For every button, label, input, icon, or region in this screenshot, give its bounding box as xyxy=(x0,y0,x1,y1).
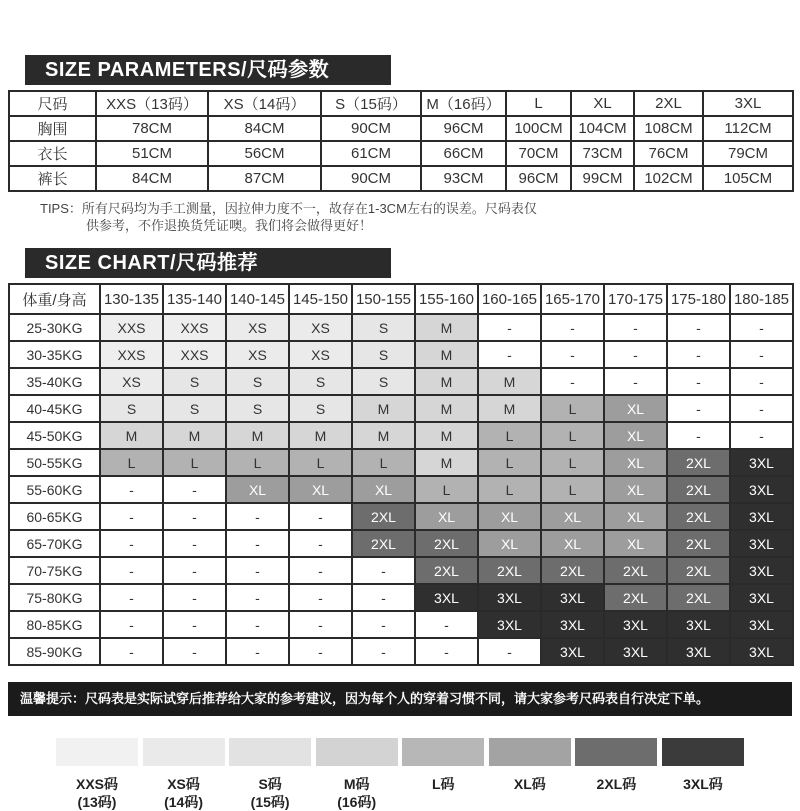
size-recommendation-cell: M xyxy=(415,314,478,341)
size-recommendation-cell: XS xyxy=(100,368,163,395)
height-column-header: 130-135 xyxy=(100,284,163,314)
size-recommendation-cell: - xyxy=(667,314,730,341)
size-recommendation-cell: XL xyxy=(604,503,667,530)
param-value-cell: 84CM xyxy=(96,166,208,191)
size-recommendation-cell: M xyxy=(226,422,289,449)
size-recommendation-cell: 2XL xyxy=(478,557,541,584)
tips-text xyxy=(40,200,792,234)
size-recommendation-cell: S xyxy=(352,368,415,395)
size-recommendation-cell: - xyxy=(730,314,793,341)
size-recommendation-cell: 2XL xyxy=(352,503,415,530)
size-recommendation-cell: - xyxy=(226,584,289,611)
size-recommendation-cell: 3XL xyxy=(730,557,793,584)
size-recommendation-cell: XXS xyxy=(100,314,163,341)
param-value-cell: 90CM xyxy=(321,166,421,191)
weight-row-label: 60-65KG xyxy=(9,503,100,530)
size-chart-table xyxy=(8,283,794,666)
size-column-header: XS（14码） xyxy=(208,91,321,116)
size-recommendation-cell: L xyxy=(415,476,478,503)
legend-item xyxy=(402,738,484,811)
size-recommendation-cell: XXS xyxy=(100,341,163,368)
size-recommendation-cell: 3XL xyxy=(604,611,667,638)
size-recommendation-cell: - xyxy=(289,503,352,530)
param-value-cell: 87CM xyxy=(208,166,321,191)
legend-item xyxy=(143,738,225,811)
weight-height-corner-header: 体重/身高 xyxy=(9,284,100,314)
size-recommendation-cell: - xyxy=(100,584,163,611)
legend-color-swatch xyxy=(575,738,657,766)
size-recommendation-cell: XS xyxy=(289,341,352,368)
size-recommendation-cell: - xyxy=(667,422,730,449)
size-recommendation-cell: XL xyxy=(541,503,604,530)
size-recommendation-cell: - xyxy=(163,476,226,503)
legend-label: S码 xyxy=(258,776,282,792)
size-recommendation-cell: 2XL xyxy=(667,503,730,530)
param-value-cell: 104CM xyxy=(571,116,634,141)
height-column-header: 155-160 xyxy=(415,284,478,314)
height-column-header: 165-170 xyxy=(541,284,604,314)
param-header-row xyxy=(9,91,793,116)
size-recommendation-cell: XS xyxy=(226,341,289,368)
legend-color-swatch xyxy=(143,738,225,766)
size-recommendation-cell: M xyxy=(478,368,541,395)
weight-row-label: 45-50KG xyxy=(9,422,100,449)
size-recommendation-cell: 3XL xyxy=(730,638,793,665)
size-recommendation-cell: S xyxy=(352,341,415,368)
legend-item xyxy=(575,738,657,811)
param-value-cell: 70CM xyxy=(506,141,571,166)
param-value-cell: 51CM xyxy=(96,141,208,166)
size-recommendation-cell: XL xyxy=(604,449,667,476)
size-recommendation-cell: M xyxy=(415,449,478,476)
legend-label: 2XL码 xyxy=(596,776,637,792)
size-recommendation-cell: M xyxy=(163,422,226,449)
param-value-cell: 112CM xyxy=(703,116,793,141)
size-recommendation-cell: - xyxy=(478,314,541,341)
param-value-cell: 100CM xyxy=(506,116,571,141)
size-recommendation-cell: 2XL xyxy=(352,530,415,557)
legend-item xyxy=(56,738,138,811)
size-recommendation-cell: 3XL xyxy=(541,611,604,638)
size-recommendation-cell: XL xyxy=(289,476,352,503)
size-recommendation-cell: 3XL xyxy=(730,530,793,557)
chart-row xyxy=(9,422,793,449)
size-recommendation-cell: XL xyxy=(541,530,604,557)
legend-label: 3XL码 xyxy=(683,776,723,792)
size-recommendation-cell: - xyxy=(604,368,667,395)
size-recommendation-cell: S xyxy=(100,395,163,422)
legend-label: XXS码 xyxy=(75,776,118,792)
chart-row xyxy=(9,638,793,665)
size-recommendation-cell: - xyxy=(289,638,352,665)
size-recommendation-cell: 3XL xyxy=(730,449,793,476)
param-value-cell: 105CM xyxy=(703,166,793,191)
size-recommendation-cell: - xyxy=(667,368,730,395)
size-recommendation-cell: 3XL xyxy=(730,611,793,638)
chart-row xyxy=(9,395,793,422)
param-value-cell: 66CM xyxy=(421,141,506,166)
weight-row-label: 80-85KG xyxy=(9,611,100,638)
size-recommendation-cell: - xyxy=(604,341,667,368)
size-recommendation-cell: 3XL xyxy=(541,584,604,611)
param-row-label: 裤长 xyxy=(9,166,96,191)
size-recommendation-cell: - xyxy=(541,341,604,368)
chart-row xyxy=(9,611,793,638)
legend-item xyxy=(662,738,744,811)
size-recommendation-cell: L xyxy=(352,449,415,476)
size-recommendation-cell: M xyxy=(352,422,415,449)
size-recommendation-cell: S xyxy=(289,395,352,422)
size-recommendation-cell: L xyxy=(226,449,289,476)
size-recommendation-cell: - xyxy=(730,341,793,368)
chart-row xyxy=(9,314,793,341)
size-recommendation-cell: XS xyxy=(226,314,289,341)
size-recommendation-cell: 2XL xyxy=(667,449,730,476)
size-recommendation-cell: M xyxy=(478,395,541,422)
size-recommendation-cell: M xyxy=(415,368,478,395)
legend-color-swatch xyxy=(56,738,138,766)
height-column-header: 140-145 xyxy=(226,284,289,314)
height-column-header: 145-150 xyxy=(289,284,352,314)
size-recommendation-cell: - xyxy=(163,638,226,665)
size-recommendation-cell: - xyxy=(226,557,289,584)
size-recommendation-cell: S xyxy=(226,395,289,422)
param-value-cell: 108CM xyxy=(634,116,703,141)
size-recommendation-cell: 3XL xyxy=(478,611,541,638)
param-value-cell: 99CM xyxy=(571,166,634,191)
legend-label: L码 xyxy=(431,776,455,792)
size-column-header: XXS（13码） xyxy=(96,91,208,116)
legend-color-swatch xyxy=(662,738,744,766)
size-recommendation-cell: - xyxy=(100,503,163,530)
legend-label: XL码 xyxy=(513,776,546,792)
size-recommendation-cell: - xyxy=(289,530,352,557)
size-recommendation-cell: - xyxy=(163,611,226,638)
tips-line-1: TIPS：所有尺码均为手工测量，因拉伸力度不一，故存在1-3CM左右的误差。尺码表仅 xyxy=(40,201,537,216)
size-recommendation-cell: M xyxy=(415,341,478,368)
legend-color-swatch xyxy=(229,738,311,766)
size-column-header: L xyxy=(506,91,571,116)
param-value-cell: 73CM xyxy=(571,141,634,166)
size-column-header: M（16码） xyxy=(421,91,506,116)
size-recommendation-cell: - xyxy=(352,557,415,584)
size-recommendation-cell: XL xyxy=(478,530,541,557)
weight-row-label: 35-40KG xyxy=(9,368,100,395)
legend-item xyxy=(489,738,571,811)
param-value-cell: 102CM xyxy=(634,166,703,191)
size-recommendation-cell: 2XL xyxy=(604,557,667,584)
legend-color-swatch xyxy=(316,738,398,766)
size-recommendation-cell: 2XL xyxy=(541,557,604,584)
size-recommendation-cell: - xyxy=(100,530,163,557)
param-value-cell: 78CM xyxy=(96,116,208,141)
legend-item xyxy=(229,738,311,811)
size-recommendation-cell: L xyxy=(541,395,604,422)
size-recommendation-cell: - xyxy=(289,611,352,638)
size-recommendation-cell: - xyxy=(289,557,352,584)
size-column-header: 3XL xyxy=(703,91,793,116)
size-recommendation-cell: 3XL xyxy=(667,638,730,665)
size-recommendation-cell: XL xyxy=(604,422,667,449)
size-recommendation-cell: - xyxy=(163,530,226,557)
size-recommendation-cell: 2XL xyxy=(667,557,730,584)
size-recommendation-cell: XL xyxy=(352,476,415,503)
chart-row xyxy=(9,530,793,557)
size-recommendation-cell: 2XL xyxy=(667,476,730,503)
size-recommendation-cell: S xyxy=(289,368,352,395)
param-value-cell: 96CM xyxy=(506,166,571,191)
weight-row-label: 85-90KG xyxy=(9,638,100,665)
size-recommendation-cell: S xyxy=(163,395,226,422)
chart-row xyxy=(9,341,793,368)
size-recommendation-cell: - xyxy=(730,395,793,422)
size-recommendation-cell: - xyxy=(352,584,415,611)
size-recommendation-cell: 2XL xyxy=(415,530,478,557)
size-recommendation-cell: - xyxy=(415,611,478,638)
height-column-header: 150-155 xyxy=(352,284,415,314)
height-column-header: 170-175 xyxy=(604,284,667,314)
size-recommendation-cell: 3XL xyxy=(730,476,793,503)
section-title-size-chart: SIZE CHART/尺码推荐 xyxy=(25,248,391,278)
size-recommendation-cell: - xyxy=(163,503,226,530)
size-recommendation-cell: - xyxy=(352,611,415,638)
size-recommendation-cell: - xyxy=(100,476,163,503)
size-recommendation-cell: M xyxy=(415,422,478,449)
size-column-header: XL xyxy=(571,91,634,116)
size-recommendation-cell: XL xyxy=(415,503,478,530)
size-recommendation-cell: S xyxy=(226,368,289,395)
param-value-cell: 79CM xyxy=(703,141,793,166)
size-recommendation-cell: 3XL xyxy=(604,638,667,665)
size-recommendation-cell: 2XL xyxy=(667,584,730,611)
weight-row-label: 30-35KG xyxy=(9,341,100,368)
size-recommendation-cell: 3XL xyxy=(667,611,730,638)
size-recommendation-cell: M xyxy=(289,422,352,449)
height-column-header: 180-185 xyxy=(730,284,793,314)
size-recommendation-cell: L xyxy=(541,449,604,476)
chart-header-row xyxy=(9,284,793,314)
weight-row-label: 55-60KG xyxy=(9,476,100,503)
size-recommendation-cell: - xyxy=(226,530,289,557)
size-recommendation-cell: 3XL xyxy=(415,584,478,611)
size-recommendation-cell: XL xyxy=(604,395,667,422)
size-recommendation-cell: 3XL xyxy=(478,584,541,611)
size-recommendation-cell: S xyxy=(163,368,226,395)
size-parameters-table xyxy=(8,90,794,192)
legend-sublabel: (13码) xyxy=(77,794,117,810)
size-recommendation-cell: M xyxy=(100,422,163,449)
size-recommendation-cell: L xyxy=(541,422,604,449)
weight-row-label: 75-80KG xyxy=(9,584,100,611)
size-recommendation-cell: - xyxy=(478,638,541,665)
chart-row xyxy=(9,476,793,503)
legend-label: M码 xyxy=(343,776,370,792)
size-recommendation-cell: XXS xyxy=(163,341,226,368)
size-recommendation-cell: - xyxy=(478,341,541,368)
size-recommendation-cell: - xyxy=(100,611,163,638)
legend-sublabel: (14码) xyxy=(164,794,204,810)
chart-row xyxy=(9,584,793,611)
size-recommendation-cell: - xyxy=(100,557,163,584)
size-recommendation-cell: L xyxy=(100,449,163,476)
size-recommendation-cell: - xyxy=(289,584,352,611)
param-value-cell: 76CM xyxy=(634,141,703,166)
size-recommendation-cell: L xyxy=(478,476,541,503)
legend-sublabel: (16码) xyxy=(337,794,377,810)
chart-row xyxy=(9,449,793,476)
size-recommendation-cell: 3XL xyxy=(541,638,604,665)
size-recommendation-cell: - xyxy=(415,638,478,665)
size-recommendation-cell: 2XL xyxy=(667,530,730,557)
size-column-header: 2XL xyxy=(634,91,703,116)
size-recommendation-cell: XXS xyxy=(163,314,226,341)
size-recommendation-cell: - xyxy=(730,368,793,395)
size-recommendation-cell: M xyxy=(415,395,478,422)
legend-item xyxy=(316,738,398,811)
legend-color-swatch xyxy=(402,738,484,766)
size-recommendation-cell: L xyxy=(163,449,226,476)
size-recommendation-cell: L xyxy=(289,449,352,476)
chart-row xyxy=(9,503,793,530)
param-row-label: 胸围 xyxy=(9,116,96,141)
legend-sublabel: (15码) xyxy=(250,794,290,810)
param-row xyxy=(9,166,793,191)
size-recommendation-cell: XL xyxy=(604,530,667,557)
weight-row-label: 25-30KG xyxy=(9,314,100,341)
weight-row-label: 65-70KG xyxy=(9,530,100,557)
legend-color-swatch xyxy=(489,738,571,766)
param-value-cell: 96CM xyxy=(421,116,506,141)
chart-row xyxy=(9,368,793,395)
param-row-label: 衣长 xyxy=(9,141,96,166)
height-column-header: 160-165 xyxy=(478,284,541,314)
size-recommendation-cell: - xyxy=(604,314,667,341)
size-recommendation-cell: - xyxy=(100,638,163,665)
size-recommendation-cell: XL xyxy=(604,476,667,503)
weight-row-label: 50-55KG xyxy=(9,449,100,476)
size-recommendation-cell: 3XL xyxy=(730,584,793,611)
size-recommendation-cell: - xyxy=(163,584,226,611)
chart-row xyxy=(9,557,793,584)
size-recommendation-cell: 3XL xyxy=(730,503,793,530)
size-recommendation-cell: - xyxy=(730,422,793,449)
size-recommendation-cell: - xyxy=(163,557,226,584)
size-recommendation-cell: M xyxy=(352,395,415,422)
section-title-size-parameters: SIZE PARAMETERS/尺码参数 xyxy=(25,55,391,85)
weight-row-label: 40-45KG xyxy=(9,395,100,422)
size-recommendation-cell: - xyxy=(667,341,730,368)
size-recommendation-cell: 2XL xyxy=(415,557,478,584)
size-recommendation-cell: - xyxy=(541,314,604,341)
param-value-cell: 90CM xyxy=(321,116,421,141)
weight-row-label: 70-75KG xyxy=(9,557,100,584)
size-recommendation-cell: L xyxy=(478,449,541,476)
size-recommendation-cell: XL xyxy=(478,503,541,530)
tips-line-2: 供参考，不作退换货凭证噢。我们将会做得更好！ xyxy=(86,218,373,233)
param-value-cell: 84CM xyxy=(208,116,321,141)
size-recommendation-cell: - xyxy=(541,368,604,395)
size-recommendation-cell: - xyxy=(667,395,730,422)
param-corner-header: 尺码 xyxy=(9,91,96,116)
size-recommendation-cell: 2XL xyxy=(604,584,667,611)
param-row xyxy=(9,116,793,141)
size-recommendation-cell: - xyxy=(226,638,289,665)
param-value-cell: 93CM xyxy=(421,166,506,191)
param-value-cell: 56CM xyxy=(208,141,321,166)
size-column-header: S（15码） xyxy=(321,91,421,116)
size-recommendation-cell: - xyxy=(352,638,415,665)
legend-label: XS码 xyxy=(167,776,200,792)
param-value-cell: 61CM xyxy=(321,141,421,166)
size-legend xyxy=(8,738,792,811)
height-column-header: 175-180 xyxy=(667,284,730,314)
size-recommendation-cell: L xyxy=(541,476,604,503)
height-column-header: 135-140 xyxy=(163,284,226,314)
size-recommendation-cell: L xyxy=(478,422,541,449)
notice-bar: 温馨提示：尺码表是实际试穿后推荐给大家的参考建议，因为每个人的穿着习惯不同，请大家参考尺码表自行决定下单。 xyxy=(8,682,792,716)
size-recommendation-cell: S xyxy=(352,314,415,341)
size-recommendation-cell: XS xyxy=(289,314,352,341)
size-recommendation-cell: - xyxy=(226,503,289,530)
size-recommendation-cell: - xyxy=(226,611,289,638)
param-row xyxy=(9,141,793,166)
size-recommendation-cell: XL xyxy=(226,476,289,503)
